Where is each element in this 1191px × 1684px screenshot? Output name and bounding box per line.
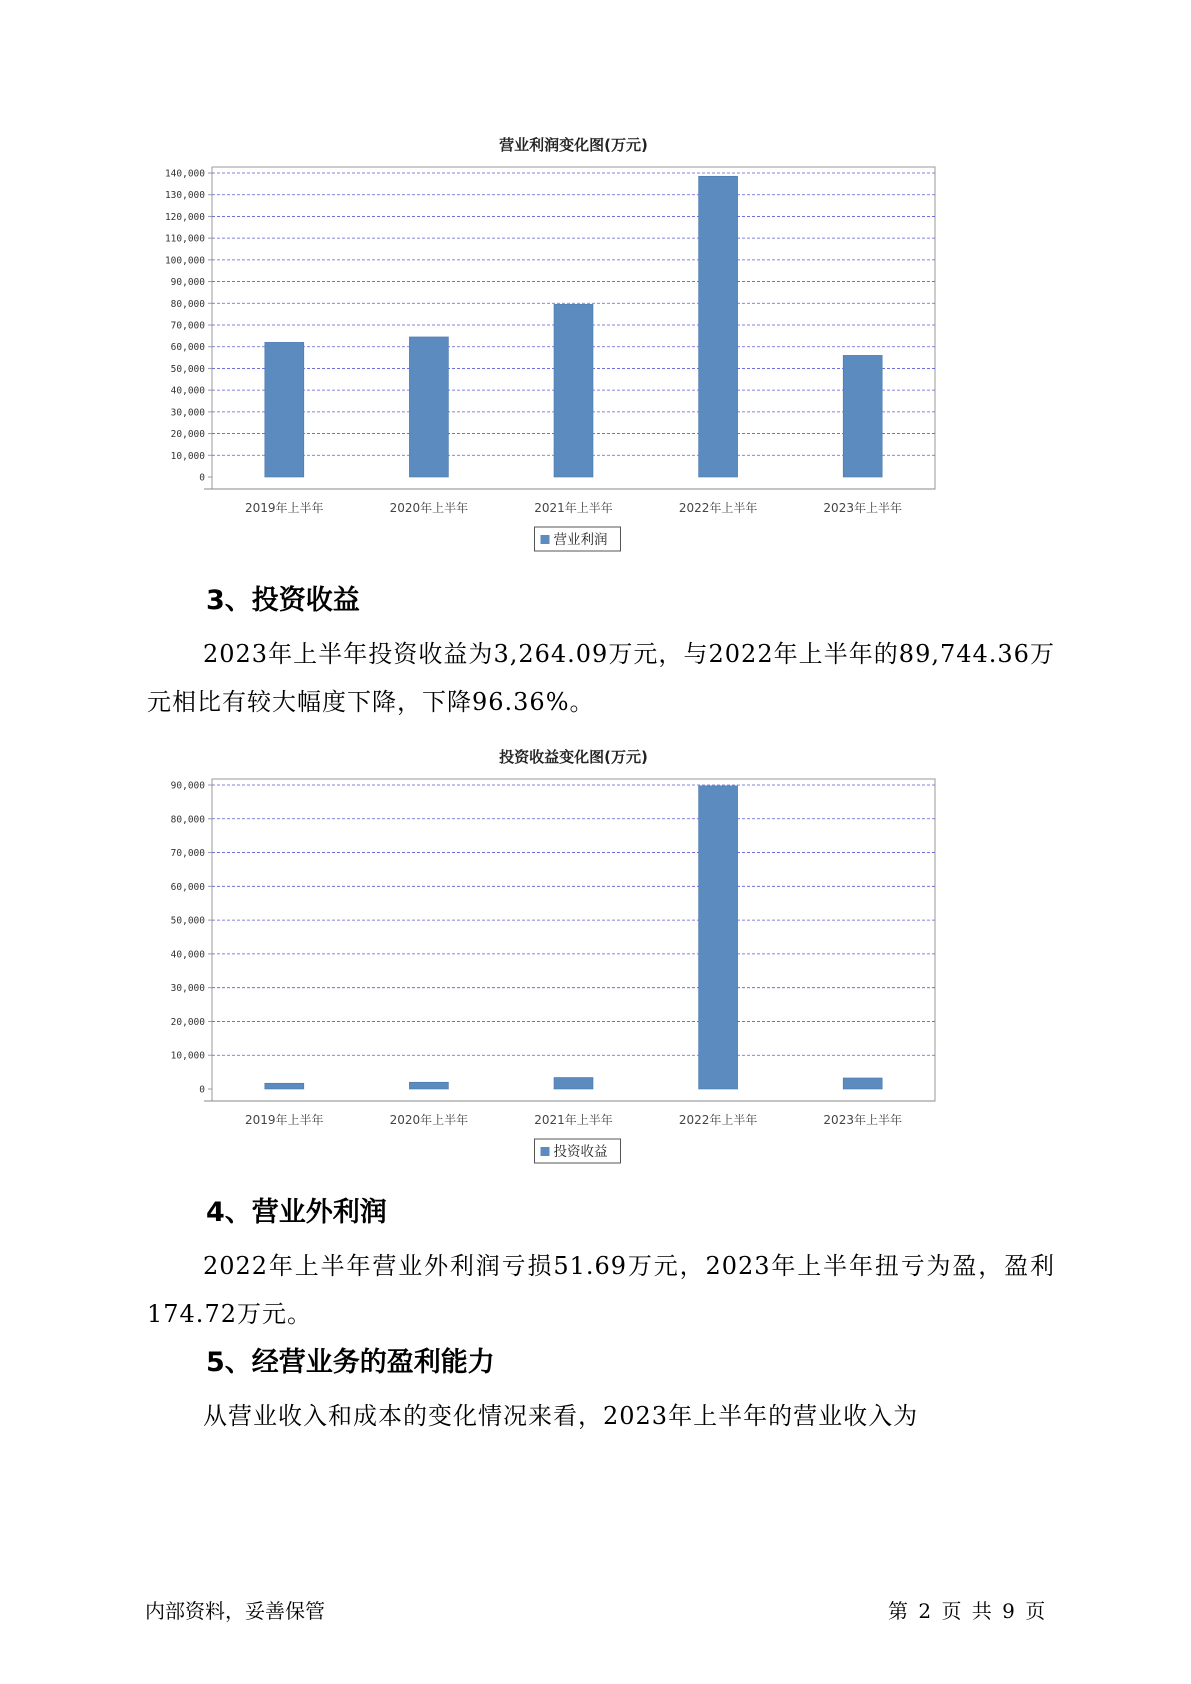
section-3-paragraph: 2023年上半年投资收益为3,264.09万元，与2022年上半年的89,744.36万元相比有较大幅度下降，下降96.36%。 — [147, 640, 1055, 716]
y-tick-label: 40,000 — [170, 949, 205, 961]
y-tick-label: 120,000 — [164, 211, 205, 223]
x-tick-label: 2021年上半年 — [534, 1113, 613, 1127]
bar-3 — [554, 304, 593, 477]
chart-title: 投资收益变化图(万元) — [499, 748, 648, 766]
y-tick-label: 60,000 — [170, 881, 205, 893]
bar-5 — [843, 355, 882, 477]
y-tick-label: 100,000 — [164, 255, 205, 267]
bar-1 — [265, 342, 304, 477]
y-tick-label: 140,000 — [164, 168, 205, 180]
y-tick-label: 90,000 — [170, 780, 205, 792]
investment-income-chart-svg — [150, 737, 1030, 1167]
y-tick-label: 80,000 — [170, 298, 205, 310]
section-3-heading: 3、投资收益 — [206, 585, 360, 616]
x-tick-label: 2023年上半年 — [823, 501, 902, 515]
y-tick-label: 70,000 — [170, 320, 205, 332]
investment-income-chart — [150, 737, 1030, 1167]
y-tick-label: 10,000 — [170, 1050, 205, 1062]
section-4-heading: 4、营业外利润 — [206, 1197, 387, 1228]
footer-page-number: 第 2 页 共 9 页 — [888, 1599, 1046, 1623]
x-tick-label: 2019年上半年 — [245, 501, 324, 515]
plot-frame — [212, 779, 935, 1101]
section-4-paragraph: 2022年上半年营业外利润亏损51.69万元，2023年上半年扭亏为盈，盈利174.72万元。 — [147, 1252, 1055, 1328]
section-5-paragraph: 从营业收入和成本的变化情况来看，2023年上半年的营业收入为 — [203, 1402, 919, 1430]
operating-profit-chart-svg — [150, 125, 1030, 555]
y-tick-label: 70,000 — [170, 848, 205, 860]
y-tick-label: 0 — [199, 472, 205, 484]
y-tick-label: 80,000 — [170, 814, 205, 826]
y-tick-label: 110,000 — [164, 233, 205, 245]
legend-label: 投资收益 — [553, 1144, 608, 1160]
bar-3 — [554, 1078, 593, 1089]
x-tick-label: 2022年上半年 — [678, 1113, 758, 1127]
y-tick-label: 10,000 — [170, 450, 205, 462]
operating-profit-chart — [150, 125, 1030, 555]
section-5-heading: 5、经营业务的盈利能力 — [206, 1347, 495, 1378]
x-tick-label: 2020年上半年 — [389, 1113, 469, 1127]
bar-5 — [843, 1078, 882, 1089]
chart-title: 营业利润变化图(万元) — [499, 136, 648, 154]
x-tick-label: 2019年上半年 — [245, 1113, 324, 1127]
bar-4 — [699, 176, 738, 477]
bar-2 — [409, 1082, 448, 1089]
y-tick-label: 40,000 — [170, 385, 205, 397]
bar-2 — [409, 337, 448, 477]
x-tick-label: 2022年上半年 — [678, 501, 758, 515]
legend-swatch — [541, 1147, 550, 1156]
x-tick-label: 2023年上半年 — [823, 1113, 902, 1127]
y-tick-label: 0 — [199, 1084, 205, 1096]
y-tick-label: 130,000 — [164, 190, 205, 202]
footer-confidential-note: 内部资料，妥善保管 — [145, 1599, 325, 1623]
x-tick-label: 2021年上半年 — [534, 501, 613, 515]
bar-4 — [699, 786, 738, 1089]
y-tick-label: 50,000 — [170, 363, 205, 375]
y-tick-label: 20,000 — [170, 1016, 205, 1028]
x-tick-label: 2020年上半年 — [389, 501, 469, 515]
y-tick-label: 60,000 — [170, 342, 205, 354]
legend-swatch — [541, 535, 550, 544]
y-tick-label: 20,000 — [170, 429, 205, 441]
y-tick-label: 30,000 — [170, 983, 205, 995]
y-tick-label: 30,000 — [170, 407, 205, 419]
y-tick-label: 50,000 — [170, 915, 205, 927]
y-tick-label: 90,000 — [170, 277, 205, 289]
bar-1 — [265, 1083, 304, 1089]
legend-label: 营业利润 — [553, 532, 608, 548]
